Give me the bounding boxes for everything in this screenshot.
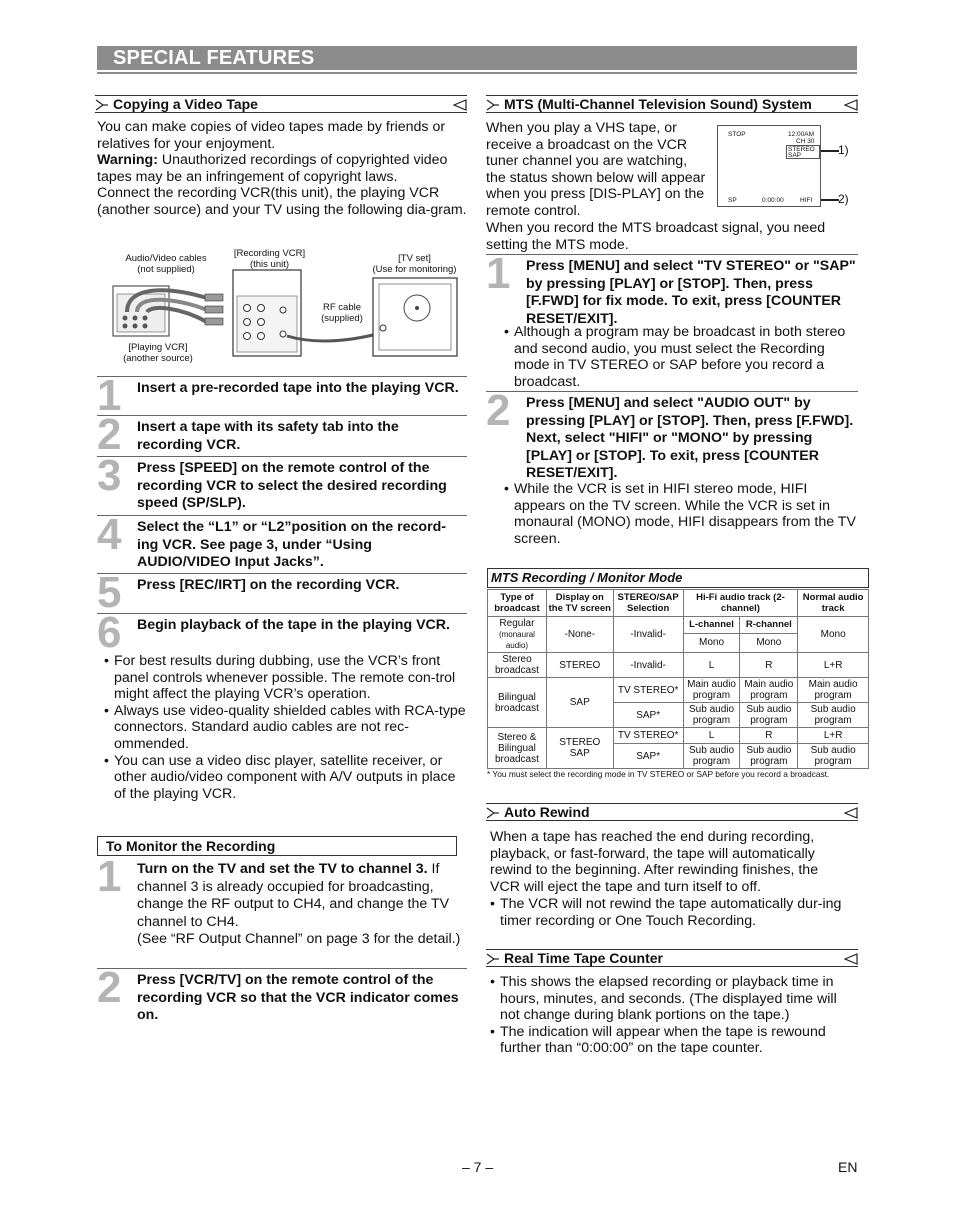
step-number: 5 bbox=[97, 568, 122, 617]
copying-step-text: Press [REC/IRT] on the recording VCR. bbox=[137, 577, 400, 593]
step-number: 2 bbox=[97, 410, 122, 459]
tape-right-icon bbox=[453, 97, 467, 111]
cell: SAP bbox=[546, 678, 613, 728]
warning-text: Unauthorized recordings of copyrighted video tapes may be an infringement of copyright laws. bbox=[97, 152, 448, 185]
cell: R bbox=[740, 653, 798, 678]
rf-cable-text: RF cable bbox=[322, 302, 361, 313]
cell: TV STEREO* bbox=[613, 678, 683, 703]
cell: L bbox=[683, 653, 740, 678]
callout-line-1 bbox=[821, 150, 839, 152]
tv-set-sub: (Use for monitoring) bbox=[372, 264, 457, 275]
mts-heading: MTS (Multi-Channel Television Sound) System bbox=[504, 96, 812, 112]
tape-left-icon bbox=[486, 805, 500, 819]
table-footnote: * You must select the recording mode in TV STEREO or SAP before you record a broadcast. bbox=[487, 769, 830, 779]
monitor-step-1-bold: Turn on the TV and set the TV to channel 3. bbox=[137, 861, 428, 877]
th-hifi: Hi-Fi audio track (2-channel) bbox=[683, 590, 798, 617]
monitor-step-2-text: Press [VCR/TV] on the remote control of the recording VCR so that the VCR indicator comes on. bbox=[137, 972, 459, 1024]
cell-stereo-sap bbox=[546, 728, 613, 769]
cell: Sub audio program bbox=[683, 703, 740, 728]
monitor-heading-box bbox=[97, 836, 457, 856]
copying-step-5 bbox=[97, 568, 467, 617]
diagram-drawing bbox=[97, 246, 469, 368]
counter-bullet: • The indication will appear when the tape is rewound further than “0:00:00” on the tape counter. bbox=[490, 1024, 850, 1057]
monitor-heading: To Monitor the Recording bbox=[106, 838, 276, 854]
cell: L+R bbox=[798, 728, 869, 744]
osd-channel: CH 30 bbox=[796, 138, 815, 145]
av-cables-text: Audio/Video cables bbox=[125, 253, 207, 264]
mts-step-2-bullet: • While the VCR is set in HIFI stereo mode, HIFI appears on the TV screen. While the VCR is set in monaural (MONO) mode, HIFI disappears from the TV screen. bbox=[504, 481, 858, 547]
step-number: 1 bbox=[97, 852, 122, 901]
osd-stereo: STEREO bbox=[788, 146, 815, 153]
rewind-bullet: • The VCR will not rewind the tape automatically dur-ing timer recording or One Touch Recording. bbox=[490, 896, 850, 929]
callout-2: 2) bbox=[838, 192, 849, 206]
osd-screen bbox=[717, 125, 821, 207]
th-l-channel: L-channel bbox=[683, 617, 740, 634]
table-row bbox=[488, 653, 869, 678]
banner-rule bbox=[97, 72, 857, 74]
cell: Bilingual broadcast bbox=[488, 678, 547, 728]
cell: Stereo broadcast bbox=[488, 653, 547, 678]
copying-step-text: Insert a tape with its safety tab into the recording VCR. bbox=[137, 419, 399, 453]
play-vcr-text: [Playing VCR] bbox=[128, 342, 188, 353]
table-row bbox=[488, 678, 869, 703]
th-selection: STEREO/SAP Selection bbox=[613, 590, 683, 617]
cell: R bbox=[740, 728, 798, 744]
osd-speed: SP bbox=[728, 197, 737, 204]
cell: Sub audio program bbox=[798, 703, 869, 728]
mts-step-1-bullets bbox=[504, 324, 858, 390]
th-r-channel: R-channel bbox=[740, 617, 798, 634]
th-display: Display on the TV screen bbox=[546, 590, 613, 617]
copying-step-4 bbox=[97, 510, 467, 573]
page-number: – 7 – bbox=[462, 1159, 494, 1175]
step-number: 3 bbox=[97, 451, 122, 500]
monitor-step-1-rest: If channel 3 is already occupied for broadcasting, change the RF output to CH4, and change the TV channel to CH4. bbox=[137, 861, 450, 930]
cell: Mono bbox=[683, 633, 740, 652]
counter-bullet: • This shows the elapsed recording or playback time in hours, minutes, and seconds. (The displayed time will not change during blank portions on the tape.) bbox=[490, 974, 850, 1024]
rewind-heading-bar bbox=[486, 803, 858, 821]
monitor-step-1-text bbox=[137, 861, 467, 949]
osd-stop: STOP bbox=[728, 131, 746, 138]
cell-stereo-sap-a: STEREO bbox=[559, 737, 601, 748]
rec-vcr-sub: (this unit) bbox=[249, 259, 290, 270]
copying-step-3 bbox=[97, 451, 467, 515]
copying-warning bbox=[97, 152, 469, 185]
rf-cable-sub: (supplied) bbox=[321, 313, 363, 324]
mts-step-1-text: Press [MENU] and select "TV STEREO" or "SAP" by pressing [PLAY] or [STOP]. Then, press [F.FWD] for fix mode. To exit, press [COUNTER RESET/EXIT]. bbox=[526, 258, 856, 327]
cell: Sub audio program bbox=[683, 744, 740, 769]
copying-step-6 bbox=[97, 608, 467, 657]
monitor-step-1-note: (See “RF Output Channel” on page 3 for the detail.) bbox=[137, 931, 461, 948]
cell: -None- bbox=[546, 617, 613, 653]
copying-bullet: • For best results during dubbing, use the VCR’s front panel controls whenever possible. The remote con-trol might affect the playing VCR’s operation. bbox=[104, 653, 466, 703]
cell: L+R bbox=[798, 653, 869, 678]
mts-table-title: MTS Recording / Monitor Mode bbox=[491, 570, 683, 585]
language-code: EN bbox=[838, 1159, 858, 1175]
step-number: 1 bbox=[486, 249, 511, 298]
tape-left-icon bbox=[486, 951, 500, 965]
cell: L bbox=[683, 728, 740, 744]
tv-set-text: [TV set] bbox=[398, 253, 431, 264]
copying-step-1 bbox=[97, 371, 467, 420]
tape-right-icon bbox=[844, 805, 858, 819]
connection-diagram bbox=[97, 246, 469, 368]
osd-hifi: HIFI bbox=[800, 197, 813, 204]
cell: SAP* bbox=[613, 703, 683, 728]
cell: Sub audio program bbox=[740, 744, 798, 769]
copying-step-text: Select the “L1” or “L2”position on the record-ing VCR. See page 3, under “Using AUDIO/VIDEO Input Jacks”. bbox=[137, 519, 447, 571]
monitor-step-1 bbox=[97, 852, 467, 968]
counter-heading-bar bbox=[486, 949, 858, 967]
mts-step-2-text: Press [MENU] and select "AUDIO OUT" by pressing [PLAY] or [STOP]. Then, press [F.FWD]. Next, select "HIFI" or "MONO" by pressing [PLAY] or [STOP]. To exit, press [COUNTER RESET/EXIT]. bbox=[526, 395, 854, 482]
av-cables-sub: (not supplied) bbox=[137, 264, 195, 275]
section-banner bbox=[97, 46, 857, 70]
cell: Sub audio program bbox=[798, 744, 869, 769]
mts-step-1-bullet: • Although a program may be broadcast in both stereo and second audio, you must select the Recording mode in TV STEREO or SAP before you record a broadcast. bbox=[504, 324, 858, 390]
copying-step-2 bbox=[97, 410, 467, 459]
copying-bullet: • You can use a video disc player, satellite receiver, or other audio/video component with A/V outputs in place of the playing VCR. bbox=[104, 753, 466, 803]
cell: -Invalid- bbox=[613, 653, 683, 678]
cell: Main audio program bbox=[740, 678, 798, 703]
rewind-heading: Auto Rewind bbox=[504, 804, 590, 820]
cell: Mono bbox=[798, 617, 869, 653]
counter-heading: Real Time Tape Counter bbox=[504, 950, 663, 966]
copying-heading-bar bbox=[95, 95, 467, 113]
tape-right-icon bbox=[844, 97, 858, 111]
step-number: 4 bbox=[97, 510, 122, 559]
mts-table-title-box bbox=[487, 568, 869, 588]
copying-intro: You can make copies of video tapes made by friends or relatives for your enjoyment. bbox=[97, 119, 446, 152]
cell: Sub audio program bbox=[740, 703, 798, 728]
copying-intro-block bbox=[97, 119, 469, 219]
cell-stereo-sap-b: SAP bbox=[569, 748, 590, 759]
copying-heading: Copying a Video Tape bbox=[113, 96, 258, 112]
step-number: 2 bbox=[97, 963, 122, 1012]
osd-time: 12:00AM bbox=[788, 131, 815, 138]
copying-step-text: Insert a pre-recorded tape into the playing VCR. bbox=[137, 380, 459, 396]
mts-step-2-bullets bbox=[504, 481, 858, 547]
cell-monaural: (monaural audio) bbox=[498, 630, 535, 650]
osd-counter: 0:00:00 bbox=[762, 197, 784, 204]
callout-1: 1) bbox=[838, 143, 849, 157]
cell: Stereo & Bilingual broadcast bbox=[488, 728, 547, 769]
cell: Main audio program bbox=[798, 678, 869, 703]
rec-vcr-text: [Recording VCR] bbox=[233, 248, 306, 259]
mts-step-1 bbox=[486, 249, 858, 327]
rewind-text: When a tape has reached the end during recording, playback, or fast-forward, the tape will automatically rewind to the beginning. After rewinding finishes, the VCR will eject the tape and turn itself to off. bbox=[490, 829, 819, 895]
osd-sap: SAP bbox=[788, 152, 802, 159]
tape-left-icon bbox=[486, 97, 500, 111]
step-number: 6 bbox=[97, 608, 122, 657]
step-number: 1 bbox=[97, 371, 122, 420]
mts-heading-bar bbox=[486, 95, 858, 113]
mts-intro-2: When you record the MTS broadcast signal, you need setting the MTS mode. bbox=[486, 220, 826, 253]
mts-table bbox=[487, 589, 869, 769]
cell: Main audio program bbox=[683, 678, 740, 703]
cell-regular-text: Regular bbox=[499, 618, 535, 629]
cell: SAP* bbox=[613, 744, 683, 769]
copying-connect: Connect the recording VCR(this unit), the playing VCR (another source) and your TV using the following dia-gram. bbox=[97, 185, 467, 218]
cell: Mono bbox=[740, 633, 798, 652]
play-vcr-sub: (another source) bbox=[123, 353, 193, 364]
copying-step-text: Press [SPEED] on the remote control of the recording VCR to select the desired recording speed (SP/SLP). bbox=[137, 460, 447, 512]
callout-line-2 bbox=[821, 199, 839, 201]
step-number: 2 bbox=[486, 386, 511, 435]
table-row bbox=[488, 590, 869, 617]
rewind-bullets bbox=[490, 896, 850, 929]
counter-bullets bbox=[490, 974, 850, 1057]
page-title: SPECIAL FEATURES bbox=[113, 47, 315, 69]
table-row bbox=[488, 728, 869, 744]
cell-regular bbox=[488, 617, 547, 653]
th-type: Type of broadcast bbox=[488, 590, 547, 617]
mts-intro: When you play a VHS tape, or receive a broadcast on the VCR tuner channel you are watching, the status shown below will appear when you press [DIS-PLAY] on the remote control. bbox=[486, 120, 706, 219]
warning-label: Warning: bbox=[97, 152, 158, 169]
tape-right-icon bbox=[844, 951, 858, 965]
cell: TV STEREO* bbox=[613, 728, 683, 744]
th-normal: Normal audio track bbox=[798, 590, 869, 617]
copying-bullets bbox=[104, 653, 466, 802]
cell: STEREO bbox=[546, 653, 613, 678]
monitor-step-2 bbox=[97, 963, 467, 1028]
copying-bullet: • Always use video-quality shielded cables with RCA-type connectors. Standard audio cables are not rec-ommended. bbox=[104, 703, 466, 753]
copying-step-text: Begin playback of the tape in the playing VCR. bbox=[137, 617, 450, 633]
mts-step-2 bbox=[486, 386, 858, 482]
cell: -Invalid- bbox=[613, 617, 683, 653]
table-row bbox=[488, 617, 869, 634]
tape-left-icon bbox=[95, 97, 109, 111]
